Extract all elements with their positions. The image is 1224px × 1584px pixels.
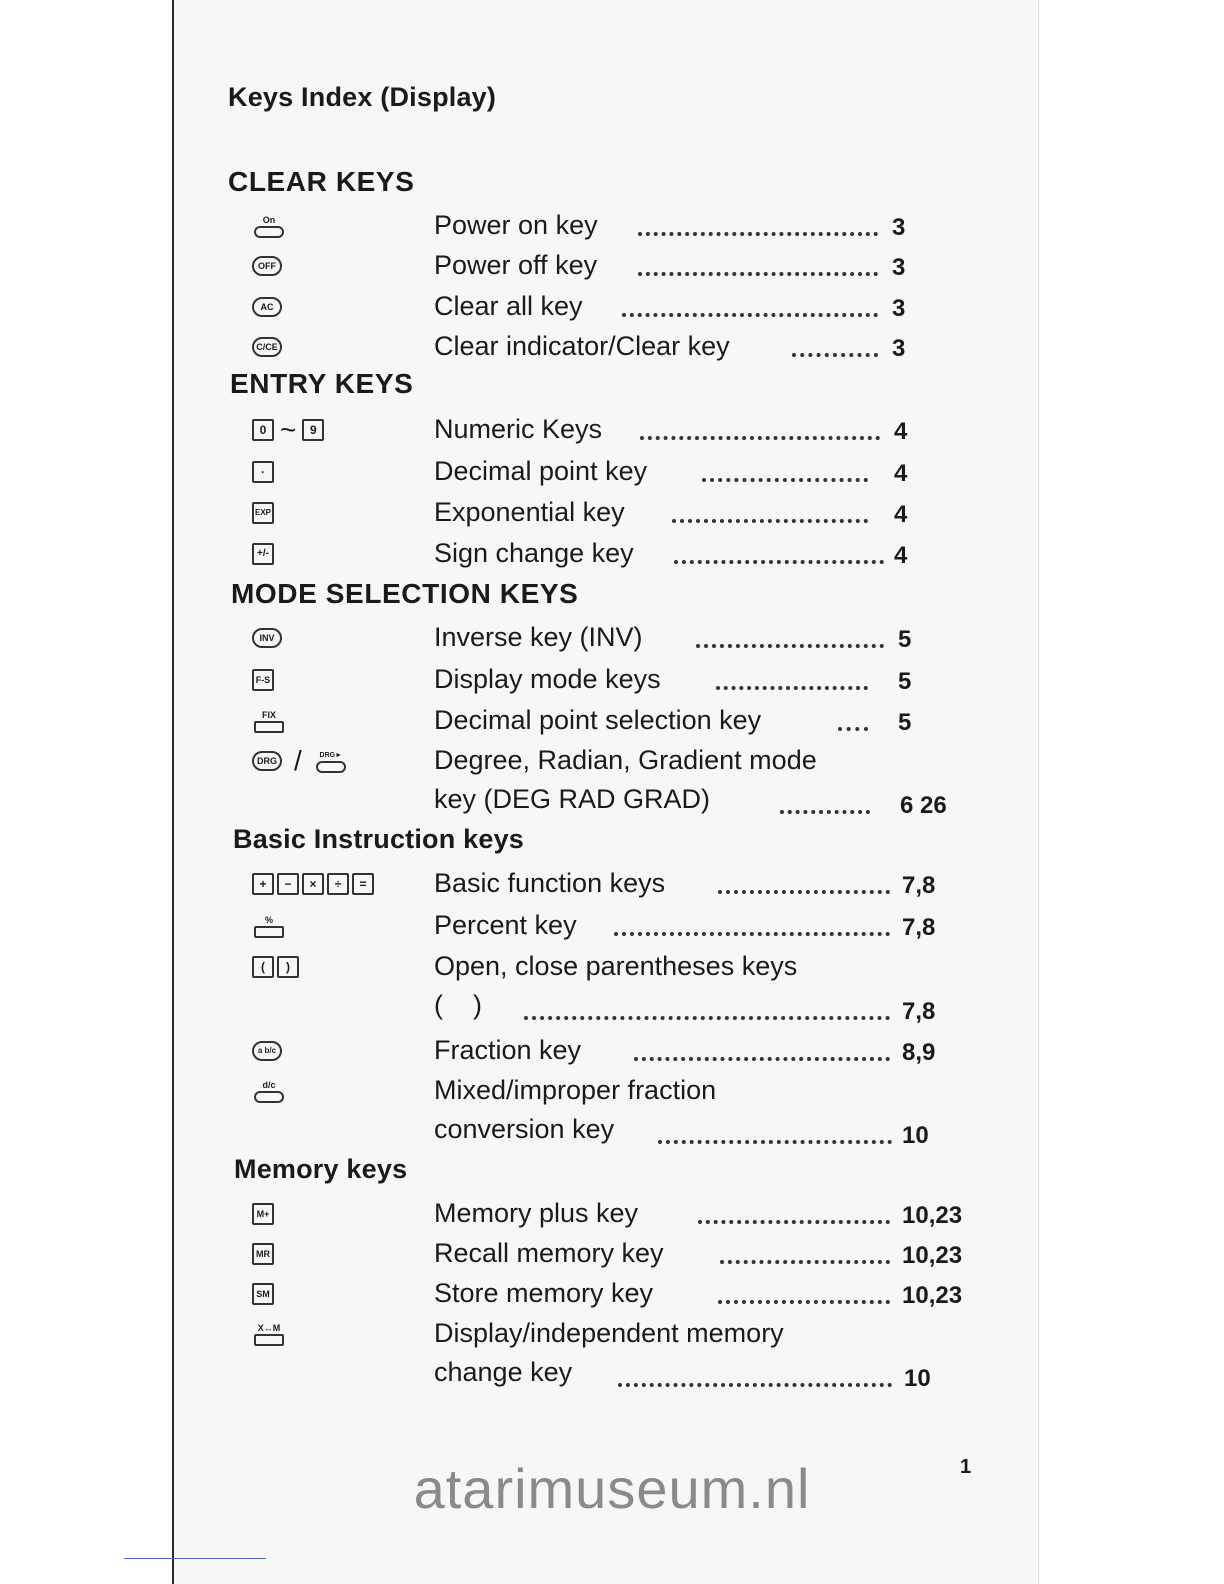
clear-key-icon: C/CE (252, 327, 432, 367)
inverse-key-icon: INV (252, 618, 432, 658)
entry-recall-memory: MR Recall memory key 10,23 (240, 1234, 980, 1274)
entry-power-on: On Power on key 3 (240, 206, 980, 246)
page-right-edge (1038, 0, 1039, 1584)
section-mode-selection-keys: MODE SELECTION KEYS (231, 578, 579, 609)
entry-percent: % Percent key 7,8 (240, 906, 980, 946)
x-m-exchange-key-icon: X↔M (252, 1314, 432, 1354)
numeric-keys-icon: 0 ~ 9 (252, 410, 432, 450)
power-on-key-icon: On (252, 206, 432, 246)
page-title: Keys Index (Display) (228, 82, 497, 112)
exponential-key-icon: EXP (252, 493, 432, 533)
mixed-fraction-key-icon: d/c (252, 1071, 432, 1111)
section-entry-keys: ENTRY KEYS (230, 368, 414, 399)
entry-decimal-point-selection: FIX Decimal point selection key 5 (240, 701, 980, 741)
entry-mixed-fraction-continued: conversion key 10 (434, 1114, 929, 1149)
drg-key-icon: DRG / DRG► (252, 741, 432, 781)
section-memory-keys: Memory keys (234, 1154, 408, 1184)
entry-display-independent-memory-continued: change key 10 (434, 1357, 931, 1392)
store-memory-key-icon: SM (252, 1274, 432, 1314)
entry-fraction: a b/c Fraction key 8,9 (240, 1031, 980, 1071)
watermark-site: atarimuseum.nl (413, 1457, 811, 1520)
entry-mixed-fraction: d/c Mixed/improper fraction (240, 1071, 980, 1111)
entry-sign-change: +/- Sign change key 4 (240, 534, 980, 574)
entry-clear-indicator: C/CE Clear indicator/Clear key 3 (240, 327, 980, 367)
entry-display-independent-memory: X↔M Display/independent memory (240, 1314, 980, 1354)
bottom-rule (124, 1558, 266, 1559)
entry-numeric-keys: 0 ~ 9 Numeric Keys 4 (240, 410, 980, 450)
percent-key-icon: % (252, 906, 432, 946)
page-number: 1 (960, 1456, 972, 1478)
recall-memory-key-icon: MR (252, 1234, 432, 1274)
entry-basic-function: + − × ÷ = Basic function keys 7,8 (240, 864, 980, 904)
fix-key-icon: FIX (252, 701, 432, 741)
memory-plus-key-icon: M+ (252, 1194, 432, 1234)
entry-memory-plus: M+ Memory plus key 10,23 (240, 1194, 980, 1234)
entry-clear-all: AC Clear all key 3 (240, 287, 980, 327)
entry-inverse: INV Inverse key (INV) 5 (240, 618, 980, 658)
display-mode-key-icon: F-S (252, 660, 432, 700)
decimal-point-key-icon: · (252, 452, 432, 492)
clear-all-key-icon: AC (252, 287, 432, 327)
entry-display-mode: F-S Display mode keys 5 (240, 660, 980, 700)
section-basic-instruction-keys: Basic Instruction keys (233, 824, 525, 854)
entry-exponential: EXP Exponential key 4 (240, 493, 980, 533)
entry-drg-mode-continued: key (DEG RAD GRAD) 6 26 (434, 784, 947, 819)
entry-decimal-point: · Decimal point key 4 (240, 452, 980, 492)
entry-store-memory: SM Store memory key 10,23 (240, 1274, 980, 1314)
entry-parentheses-continued: ( ) 7,8 (434, 990, 936, 1025)
entry-power-off: OFF Power off key 3 (240, 246, 980, 286)
power-off-key-icon: OFF (252, 246, 432, 286)
entry-drg-mode: DRG / DRG► Degree, Radian, Gradient mode (240, 741, 980, 781)
parentheses-keys-icon: ( ) (252, 947, 432, 987)
entry-parentheses: ( ) Open, close parentheses keys (240, 947, 980, 987)
fraction-key-icon: a b/c (252, 1031, 432, 1071)
section-clear-keys: CLEAR KEYS (228, 166, 415, 197)
sign-change-key-icon: +/- (252, 534, 432, 574)
basic-function-keys-icon: + − × ÷ = (252, 864, 432, 904)
page-left-edge (172, 0, 174, 1584)
